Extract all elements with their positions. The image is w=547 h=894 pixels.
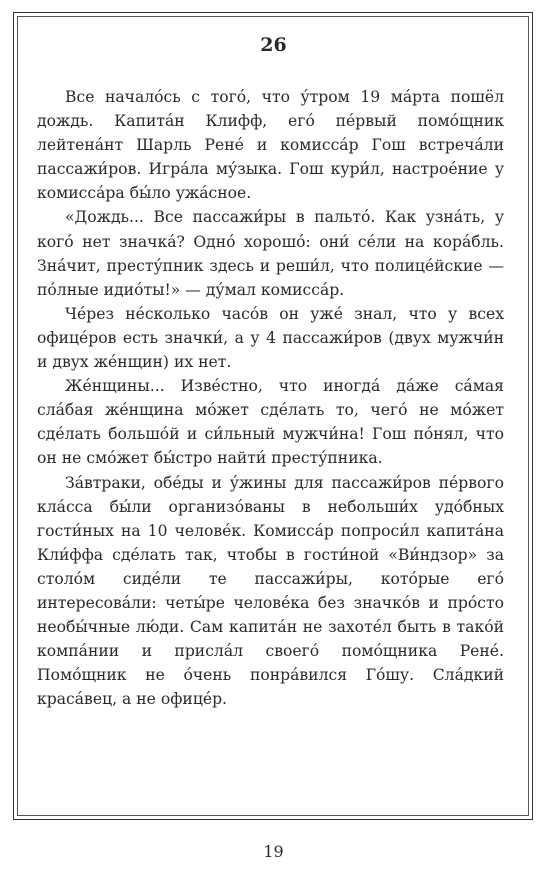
paragraph: Же́нщины... Изве́стно, что иногда́ да́же са́мая сла́бая же́нщина мо́жет сде́лать то, чего́ не мо́жет сде́лать большо́й и си́льный мужчи́на! Гош по́нял, что он не смо́жет бы́стро найти́ престу́пника. — [37, 377, 504, 468]
paragraph: Че́рез не́сколько часо́в он уже́ знал, что у всех офице́ров есть значки́, а у 4 пассажи́ров (двух мужчи́н и двух же́нщин) их нет. — [37, 304, 504, 372]
page-number: 19 — [263, 842, 284, 861]
body-text — [37, 85, 504, 711]
paragraph: За́втраки, обе́ды и у́жины для пассажи́ров пе́рвого кла́сса бы́ли организо́ваны в небольши́х удо́бных гости́ных на 10 челове́к. Комисса́р попроси́л капита́на Кли́ффа сде́лать так, чтобы в гости́ной «Ви́ндзор» за столо́м сиде́ли те пассажи́ры, кото́рые его́ интересова́ли: четы́ре челове́ка без значко́в и про́сто необы́чные лю́ди. Сам капита́н не захоте́л быть в тако́й компа́нии и присла́л своего́ помо́щника Рене́. Помо́щник не о́чень понра́вился Го́шу. Сла́дкий краса́вец, а не офице́р. — [37, 473, 504, 709]
paragraph: «Дождь... Все пассажи́ры в пальто́. Как узна́ть, у кого́ нет значка́? Одно́ хорошо́: они́ се́ли на кора́бль. Зна́чит, престу́пник здесь и реши́л, что полице́йские — по́лные идио́ты!» — ду́мал комисса́р. — [37, 208, 504, 299]
paragraph: Все начало́сь с того́, что у́тром 19 ма́рта пошёл дождь. Капита́н Клифф, его́ пе́рвый помо́щник лейтена́нт Шарль Рене́ и комисса́р Гош встреча́ли пассажи́ров. Игра́ла му́зыка. Гош кури́л, настрое́ние у комисса́ра бы́ло ужа́сное. — [37, 88, 504, 203]
chapter-number: 26 — [260, 34, 287, 56]
